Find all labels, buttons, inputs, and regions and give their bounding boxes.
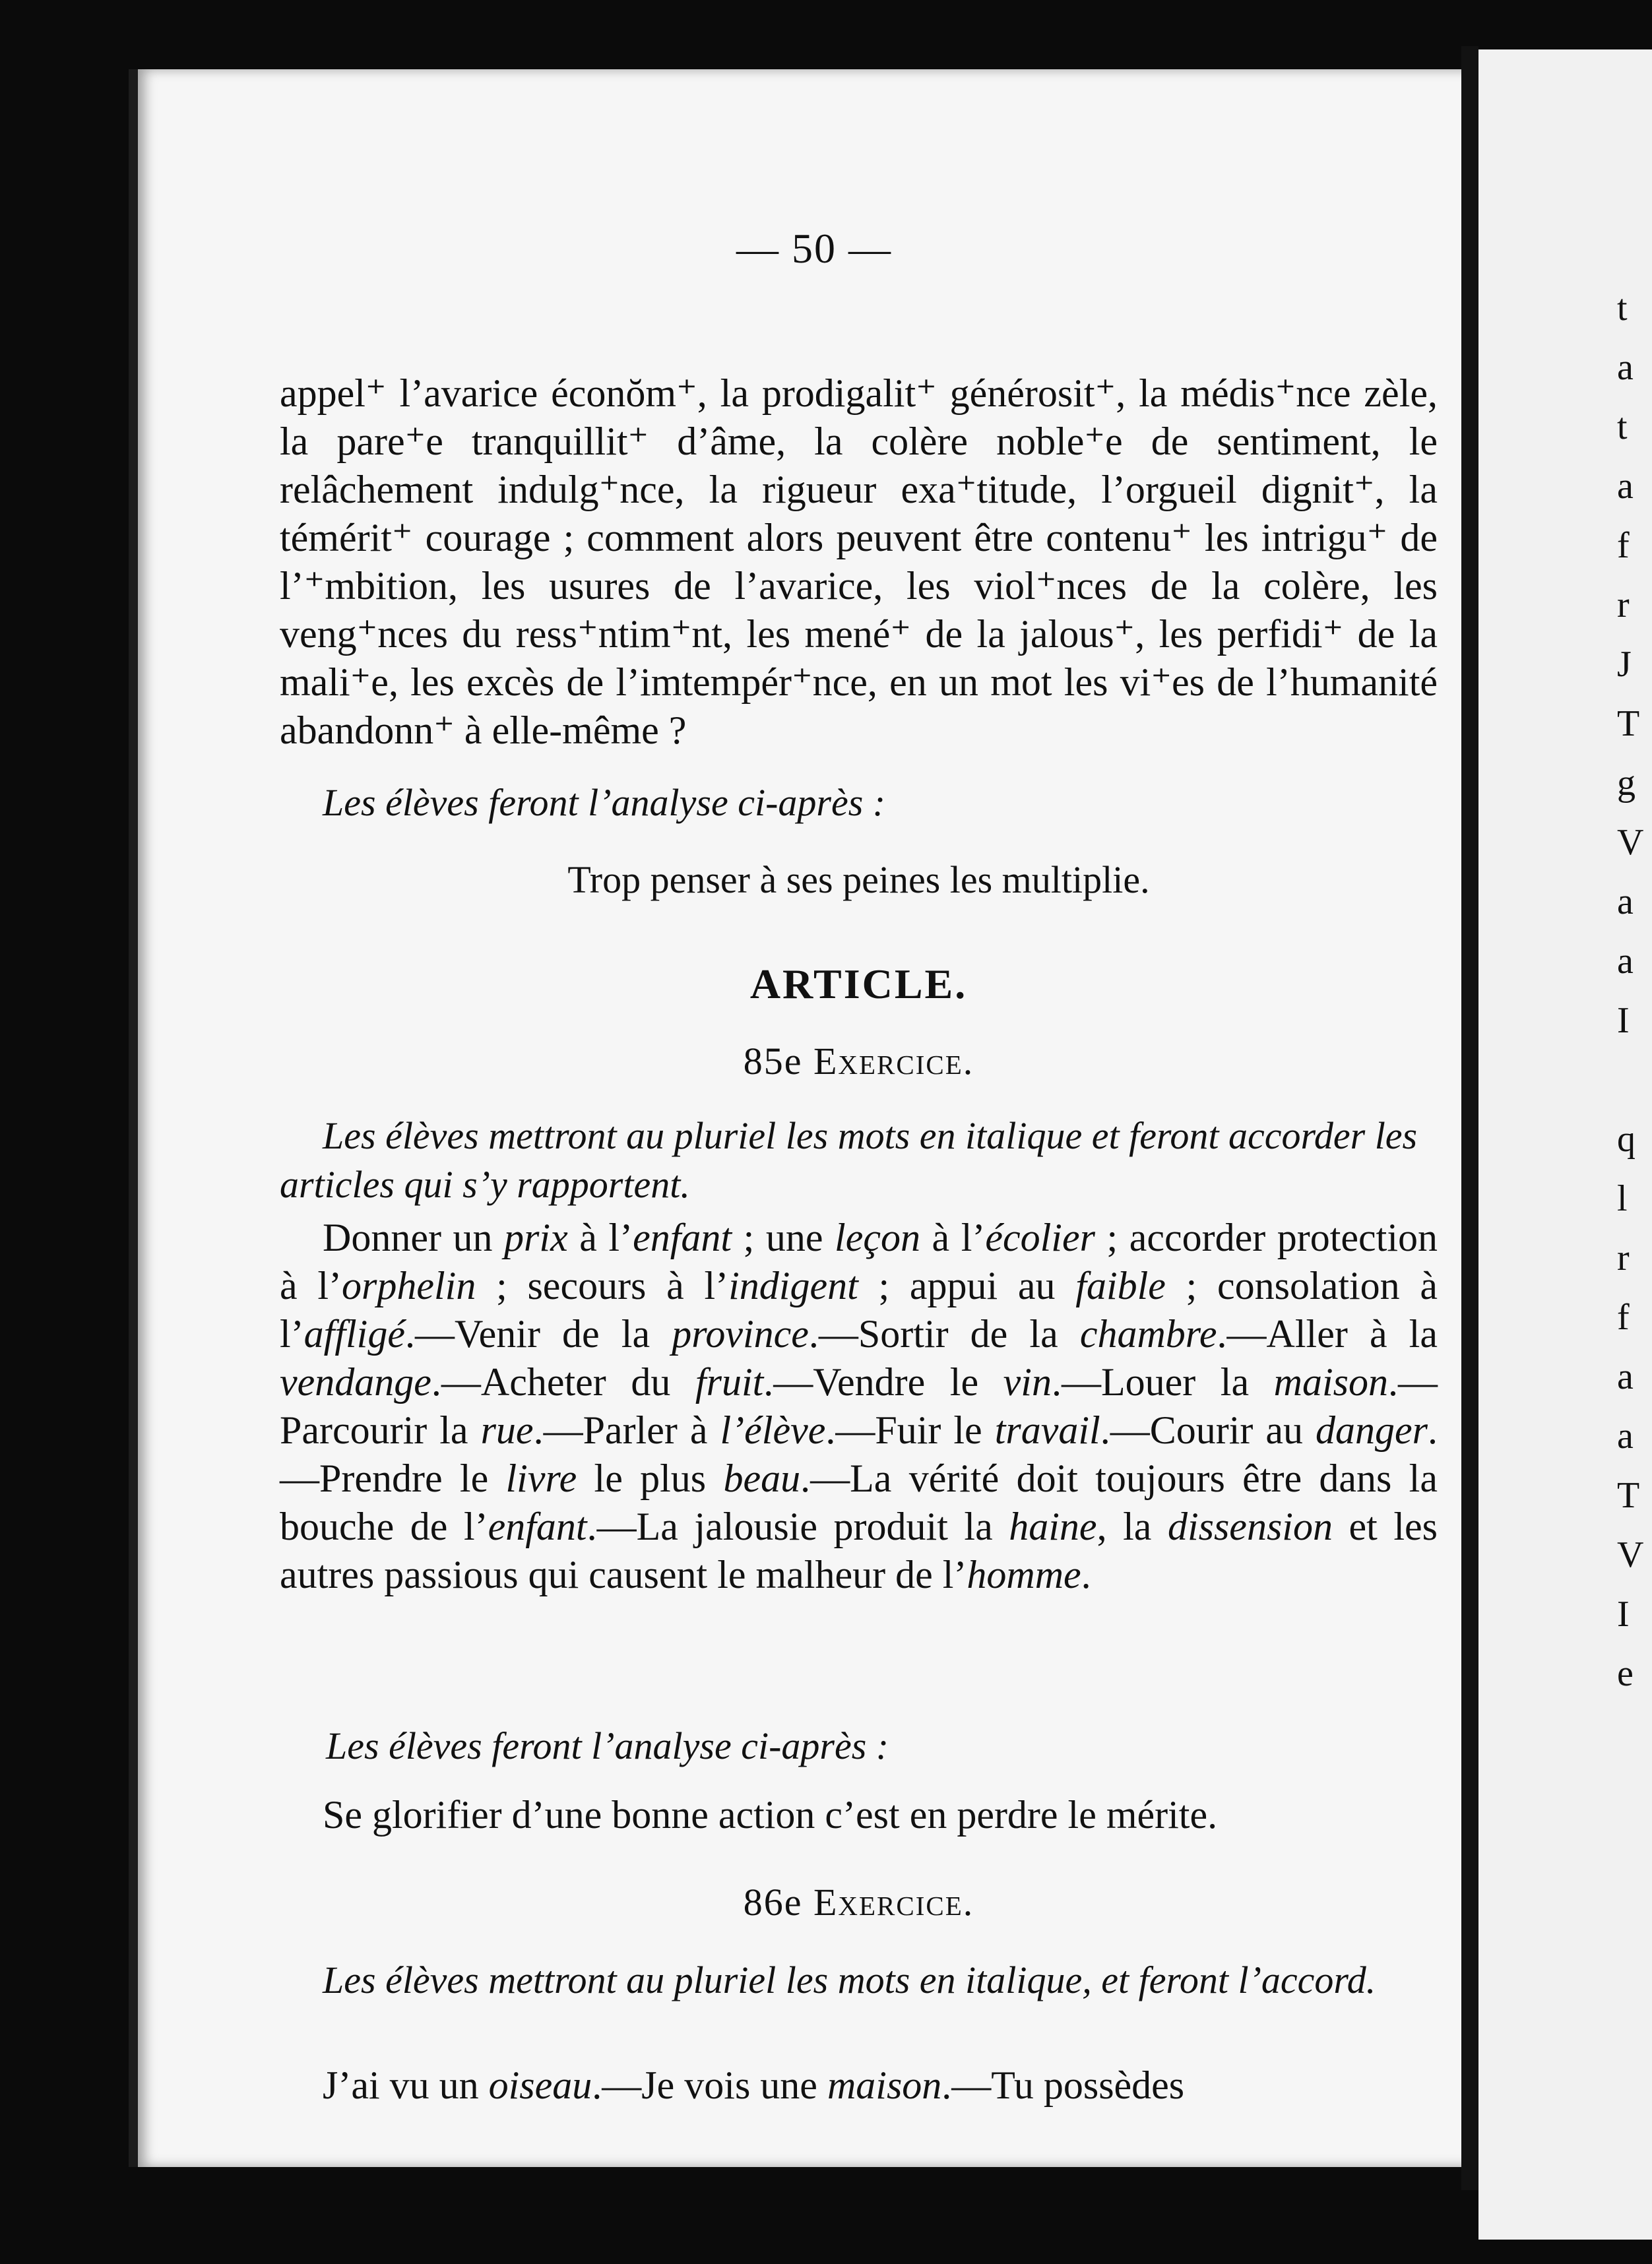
analysis-2-instruction-block <box>326 1722 1484 1771</box>
exercise-86-heading-block <box>280 1880 1438 1924</box>
exercise-85-italic-word: province <box>672 1312 809 1356</box>
exercise-85-text-run: ; accorder protection à l’ <box>280 1216 1438 1307</box>
facing-page-fragment: J <box>1617 644 1632 685</box>
exercise-85-italic-word: rue <box>480 1408 534 1452</box>
exercise-85-text-run: .—Aller à la <box>1217 1312 1438 1356</box>
exercise-85-text-run: .—Venir de la <box>404 1312 672 1356</box>
exercise-86-italic-word: maison <box>827 2063 942 2107</box>
exercise-85-text-run: ; appui au <box>858 1264 1076 1307</box>
analysis-2-sentence: Se glorifier d’une bonne action c’est en perdre le mérite. <box>323 1793 1218 1837</box>
analysis-2-instruction: Les élèves feront l’analyse ci-après : <box>326 1724 889 1767</box>
facing-page-fragment: V <box>1617 822 1644 863</box>
exercise-85-italic-word: travail <box>994 1408 1100 1452</box>
exercise-85-text-run: .—Parcourir la <box>280 1360 1438 1452</box>
facing-page-fragment: l <box>1617 1178 1628 1219</box>
facing-page-fragment: a <box>1617 881 1634 922</box>
facing-page-fragment: a <box>1617 1356 1634 1397</box>
exercise-85-italic-word: danger <box>1316 1408 1428 1452</box>
exercise-85-italic-word: vendange <box>280 1360 431 1404</box>
facing-page-fragment: V <box>1617 1534 1644 1575</box>
exercise-85-italic-word: livre <box>505 1457 577 1500</box>
facing-page-fragment: I <box>1617 1594 1630 1635</box>
exercise-85-text-run: le plus <box>577 1457 724 1500</box>
exercise-85-text-run: .—Acheter du <box>431 1360 695 1404</box>
facing-page-fragment: e <box>1617 1653 1634 1694</box>
exercise-85-italic-word: enfant <box>488 1505 587 1548</box>
exercise-85-text-run: .—Fuir le <box>825 1408 995 1452</box>
exercise-86-text-run: .—Tu possèdes <box>941 2063 1185 2107</box>
exercise-85-text-run: à l’ <box>920 1216 986 1259</box>
exercise-86-instruction-block <box>280 1956 1438 2005</box>
exercise-85-italic-word: fruit <box>695 1360 764 1404</box>
exercise-85-text-run: .—Louer la <box>1051 1360 1274 1404</box>
facing-page-edge <box>1478 49 1652 2240</box>
analysis-2-sentence-block <box>323 1791 1480 1839</box>
exercise-85-italic-word: leçon <box>835 1216 920 1259</box>
exercise-85-italic-word: indigent <box>728 1264 858 1307</box>
analysis-1-instruction: Les élèves feront l’analyse ci-après : <box>323 781 886 824</box>
exercise-85-heading-block <box>280 1039 1438 1083</box>
analysis-1-instruction-block <box>323 778 1480 827</box>
exercise-85-text-run: ; une <box>732 1216 835 1259</box>
exercise-85-text-run: à l’ <box>567 1216 633 1259</box>
exercise-86-body <box>280 2061 1438 2110</box>
exercise-85-text-run: .—Courir au <box>1100 1408 1316 1452</box>
exercise-85-italic-word: orphelin <box>342 1264 476 1307</box>
exercise-86-text-run: .—Je vois une <box>592 2063 827 2107</box>
facing-page-fragment: a <box>1617 466 1634 507</box>
exercise-85-text-run: .—Sortir de la <box>808 1312 1080 1356</box>
analysis-1-sentence-block <box>280 858 1438 902</box>
exercise-85-italic-word: faible <box>1075 1264 1166 1307</box>
facing-page-fragment: f <box>1617 1297 1630 1338</box>
exercise-85-text-run: . <box>1081 1553 1091 1596</box>
exercise-85-italic-word: dissension <box>1167 1505 1333 1548</box>
exercise-86-heading <box>280 1880 1438 1924</box>
book-page <box>129 69 1490 2167</box>
exercise-86-text-run: J’ai vu un <box>323 2063 489 2107</box>
exercise-85-text-run: Donner un <box>323 1216 505 1259</box>
exercise-85-italic-word: haine <box>1009 1505 1097 1548</box>
book-gutter <box>1461 46 1478 2190</box>
facing-page-fragment: I <box>1617 1000 1630 1041</box>
page-number: — 50 — <box>736 225 892 272</box>
exercise-86-body-block <box>280 2061 1438 2110</box>
exercise-85-italic-word: écolier <box>985 1216 1095 1259</box>
exercise-85-italic-word: chambre <box>1079 1312 1217 1356</box>
exercise-86-word: Exercice. <box>813 1881 974 1924</box>
exercise-85-text-run: ; consolation à l’ <box>280 1264 1438 1356</box>
exercise-85-italic-word: vin <box>1003 1360 1052 1404</box>
exercise-85-text-run: .—La jalousie produit la <box>587 1505 1009 1548</box>
facing-page-fragment: r <box>1617 1238 1630 1278</box>
facing-page-fragment: r <box>1617 584 1630 625</box>
exercise-85-italic-word: homme <box>967 1553 1081 1596</box>
facing-page-fragment: a <box>1617 941 1634 982</box>
intro-paragraph-block <box>280 369 1438 755</box>
exercise-85-text-run: .—Prendre le <box>280 1408 1438 1500</box>
exercise-85-instruction: Les élèves mettront au pluriel les mots en italique et feront accorder les articles qui s’y rapportent. <box>280 1114 1418 1206</box>
exercise-85-body <box>280 1214 1438 1599</box>
exercise-85-instruction-block <box>280 1112 1438 1209</box>
facing-page-fragment: g <box>1617 763 1636 803</box>
exercise-85-body-block <box>280 1214 1438 1599</box>
exercise-85-text-run: et les autres passious qui causent le malheur de l’ <box>280 1505 1438 1596</box>
exercise-85-italic-word: prix <box>504 1216 568 1259</box>
exercise-85-italic-word: beau <box>723 1457 801 1500</box>
exercise-85-heading <box>280 1039 1438 1083</box>
exercise-85-italic-word: l’élève <box>720 1408 826 1452</box>
exercise-85-text-run: ; secours à l’ <box>476 1264 729 1307</box>
facing-page-fragment: f <box>1617 525 1630 566</box>
exercise-85-text-run: .—La vérité doit toujours être dans la bouche de l’ <box>280 1457 1438 1548</box>
article-heading-block <box>280 960 1438 1009</box>
facing-page-fragment: a <box>1617 1416 1634 1457</box>
exercise-85-text-run: .—Vendre le <box>763 1360 1003 1404</box>
exercise-85-number: 85e <box>743 1040 803 1083</box>
intro-paragraph: appel⁺ l’avarice éconŏm⁺, la prodigalit⁺ générosit⁺, la médis⁺nce zèle, la pare⁺e tranquillit⁺ d’âme, la colère noble⁺e de sentiment, le relâchement indulg⁺nce, la rigueur exa⁺titude, l’orgueil dignit⁺, la témérit⁺ courage ; comment alors peuvent être contenu⁺ les intrigu⁺ de l’⁺mbition, les usures de l’avarice, les viol⁺nces de la colère, les veng⁺nces du ress⁺ntim⁺nt, les mené⁺ de la jalous⁺, les perfidi⁺ de la mali⁺e, les excès de l’imtempér⁺nce, en un mot les vi⁺es de l’humanité abandonn⁺ à elle-même ? <box>280 371 1438 752</box>
exercise-86-italic-word: oiseau <box>488 2063 592 2107</box>
exercise-85-word: Exercice. <box>813 1040 974 1083</box>
facing-page-fragment: T <box>1617 1475 1640 1516</box>
facing-page-fragment: t <box>1617 406 1628 447</box>
exercise-86-number: 86e <box>743 1881 803 1924</box>
article-heading: ARTICLE. <box>749 960 968 1007</box>
facing-page-fragment: a <box>1617 347 1634 388</box>
exercise-85-text-run: , la <box>1096 1505 1168 1548</box>
facing-page-fragment: q <box>1617 1119 1636 1160</box>
facing-page-fragment: T <box>1617 703 1640 744</box>
exercise-85-italic-word: maison <box>1273 1360 1389 1404</box>
analysis-1-sentence: Trop penser à ses peines les multiplie. <box>567 858 1150 901</box>
facing-page-fragment: t <box>1617 288 1628 329</box>
exercise-85-text-run: .—Parler à <box>533 1408 720 1452</box>
exercise-85-italic-word: affligé <box>303 1312 405 1356</box>
exercise-85-italic-word: enfant <box>633 1216 732 1259</box>
exercise-86-instruction: Les élèves mettront au pluriel les mots en italique, et feront l’accord. <box>323 1959 1376 2001</box>
